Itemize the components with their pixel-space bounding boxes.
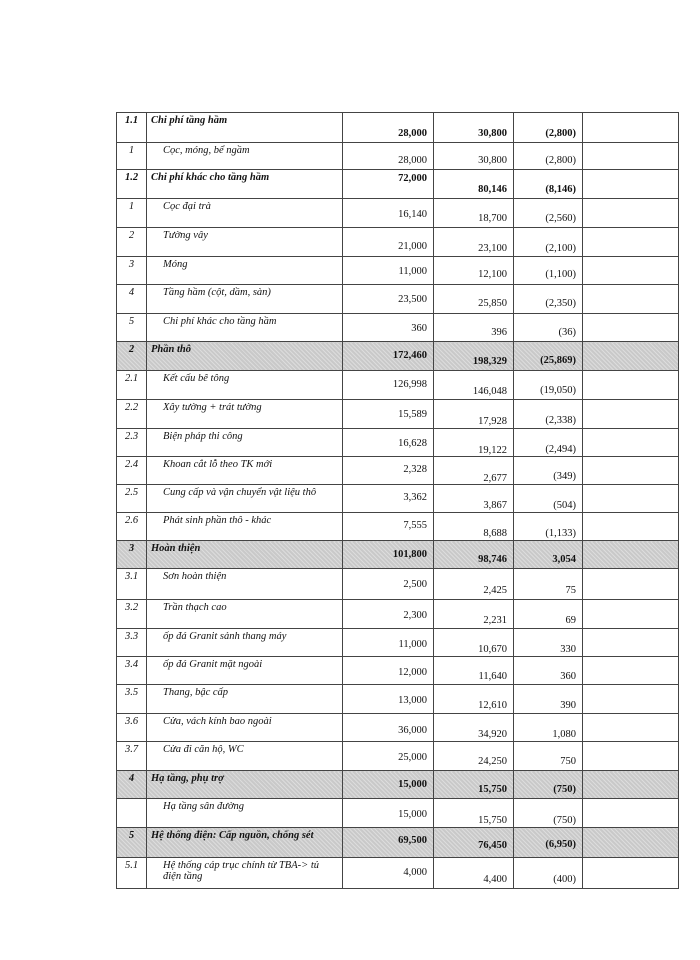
item-description: Kết cấu bê tông <box>147 371 343 400</box>
table-row <box>117 400 679 429</box>
item-description: Hoàn thiện <box>147 541 343 569</box>
budget-value-text: 36,000 <box>398 725 427 736</box>
budget-value <box>343 113 434 143</box>
difference-value-text: 330 <box>560 644 576 655</box>
difference-value-text: (400) <box>553 874 576 885</box>
item-number: 3.1 <box>117 569 147 600</box>
item-number: 3.6 <box>117 714 147 742</box>
notes-cell <box>583 541 679 569</box>
actual-value-text: 146,048 <box>472 386 507 397</box>
item-number: 1.1 <box>117 113 147 143</box>
actual-value <box>434 714 514 742</box>
item-number: 2 <box>117 228 147 257</box>
actual-value <box>434 858 514 889</box>
difference-value <box>514 771 583 799</box>
item-description: Cọc đại trà <box>147 199 343 228</box>
table-row <box>117 485 679 513</box>
difference-value <box>514 799 583 828</box>
table-row <box>117 199 679 228</box>
budget-value <box>343 569 434 600</box>
cost-comparison-table <box>116 112 679 889</box>
actual-value-text: 18,700 <box>478 213 507 224</box>
table-row <box>117 429 679 457</box>
item-number <box>117 799 147 828</box>
budget-value-text: 3,362 <box>403 492 427 503</box>
actual-value-text: 34,920 <box>478 729 507 740</box>
actual-value-text: 12,100 <box>478 269 507 280</box>
difference-value-text: (8,146) <box>545 184 576 195</box>
table-row <box>117 170 679 199</box>
table-row <box>117 657 679 685</box>
notes-cell <box>583 742 679 771</box>
budget-value <box>343 685 434 714</box>
actual-value-text: 10,670 <box>478 644 507 655</box>
notes-cell <box>583 113 679 143</box>
difference-value <box>514 314 583 342</box>
notes-cell <box>583 257 679 285</box>
table-row <box>117 569 679 600</box>
table-row <box>117 858 679 889</box>
difference-value <box>514 228 583 257</box>
item-number: 3.3 <box>117 629 147 657</box>
item-description: Tầng hầm (cột, dầm, sàn) <box>147 285 343 314</box>
difference-value <box>514 742 583 771</box>
budget-value <box>343 714 434 742</box>
actual-value <box>434 513 514 541</box>
item-number: 3.5 <box>117 685 147 714</box>
difference-value <box>514 199 583 228</box>
item-number: 2 <box>117 342 147 371</box>
table-row <box>117 457 679 485</box>
budget-value-text: 4,000 <box>403 867 427 878</box>
actual-value <box>434 600 514 629</box>
actual-value-text: 76,450 <box>478 840 507 851</box>
budget-value <box>343 799 434 828</box>
difference-value <box>514 629 583 657</box>
actual-value <box>434 657 514 685</box>
item-description: Trần thạch cao <box>147 600 343 629</box>
budget-value-text: 72,000 <box>398 173 427 184</box>
item-description: Chi phí khác cho tầng hầm <box>147 170 343 199</box>
budget-value-text: 7,555 <box>403 520 427 531</box>
difference-value <box>514 541 583 569</box>
table-row <box>117 285 679 314</box>
actual-value <box>434 143 514 170</box>
budget-value <box>343 485 434 513</box>
notes-cell <box>583 771 679 799</box>
difference-value <box>514 429 583 457</box>
budget-value-text: 126,998 <box>392 379 427 390</box>
actual-value-text: 198,329 <box>472 356 507 367</box>
table-row <box>117 371 679 400</box>
actual-value <box>434 170 514 199</box>
actual-value <box>434 371 514 400</box>
budget-value-text: 25,000 <box>398 752 427 763</box>
difference-value-text: 3,054 <box>552 554 576 565</box>
actual-value-text: 25,850 <box>478 298 507 309</box>
item-description: Chi phí tầng hầm <box>147 113 343 143</box>
difference-value-text: (750) <box>553 784 576 795</box>
notes-cell <box>583 429 679 457</box>
difference-value-text: 75 <box>565 585 576 596</box>
budget-value <box>343 257 434 285</box>
budget-value-text: 23,500 <box>398 294 427 305</box>
budget-value-text: 21,000 <box>398 241 427 252</box>
budget-value-text: 2,300 <box>403 610 427 621</box>
actual-value-text: 15,750 <box>478 784 507 795</box>
actual-value-text: 30,800 <box>478 155 507 166</box>
difference-value <box>514 714 583 742</box>
actual-value <box>434 828 514 858</box>
actual-value-text: 23,100 <box>478 243 507 254</box>
item-description: Móng <box>147 257 343 285</box>
item-number: 3.4 <box>117 657 147 685</box>
notes-cell <box>583 228 679 257</box>
table-row <box>117 541 679 569</box>
actual-value <box>434 285 514 314</box>
item-description: Sơn hoàn thiện <box>147 569 343 600</box>
difference-value-text: (349) <box>553 471 576 482</box>
item-description: Cung cấp và vận chuyển vật liệu thô <box>147 485 343 513</box>
actual-value-text: 2,231 <box>483 615 507 626</box>
actual-value-text: 3,867 <box>483 500 507 511</box>
budget-value-text: 28,000 <box>398 128 427 139</box>
item-number: 3.7 <box>117 742 147 771</box>
budget-value <box>343 600 434 629</box>
item-number: 2.3 <box>117 429 147 457</box>
notes-cell <box>583 799 679 828</box>
notes-cell <box>583 199 679 228</box>
item-description: Hạ tầng sân đường <box>147 799 343 828</box>
budget-value-text: 16,628 <box>398 438 427 449</box>
difference-value-text: (6,950) <box>545 839 576 850</box>
actual-value-text: 17,928 <box>478 416 507 427</box>
budget-value <box>343 170 434 199</box>
budget-value <box>343 228 434 257</box>
budget-value-text: 11,000 <box>398 639 427 650</box>
difference-value-text: (1,100) <box>545 269 576 280</box>
notes-cell <box>583 714 679 742</box>
budget-value <box>343 541 434 569</box>
item-description: Phần thô <box>147 342 343 371</box>
actual-value <box>434 113 514 143</box>
item-number: 5.1 <box>117 858 147 889</box>
item-number: 5 <box>117 314 147 342</box>
item-description: ốp đá Granit mặt ngoài <box>147 657 343 685</box>
item-number: 1.2 <box>117 170 147 199</box>
notes-cell <box>583 513 679 541</box>
actual-value <box>434 314 514 342</box>
budget-value-text: 101,800 <box>392 549 427 560</box>
item-number: 4 <box>117 285 147 314</box>
budget-value-text: 16,140 <box>398 209 427 220</box>
actual-value <box>434 342 514 371</box>
actual-value <box>434 685 514 714</box>
item-number: 1 <box>117 199 147 228</box>
actual-value-text: 11,640 <box>478 671 507 682</box>
item-description: Hạ tầng, phụ trợ <box>147 771 343 799</box>
item-number: 3.2 <box>117 600 147 629</box>
difference-value <box>514 485 583 513</box>
difference-value-text: 750 <box>560 756 576 767</box>
item-description: Hệ thống cáp trục chính từ TBA-> tủ điện tầng <box>147 858 343 889</box>
notes-cell <box>583 285 679 314</box>
difference-value <box>514 600 583 629</box>
item-description: Phát sinh phần thô - khác <box>147 513 343 541</box>
table-row <box>117 828 679 858</box>
difference-value-text: (750) <box>553 815 576 826</box>
item-number: 3 <box>117 257 147 285</box>
actual-value-text: 19,122 <box>478 445 507 456</box>
difference-value-text: (1,133) <box>545 528 576 539</box>
budget-value-text: 28,000 <box>398 155 427 166</box>
notes-cell <box>583 858 679 889</box>
difference-value <box>514 257 583 285</box>
budget-value-text: 172,460 <box>392 350 427 361</box>
actual-value-text: 2,677 <box>483 473 507 484</box>
budget-value-text: 69,500 <box>398 835 427 846</box>
item-number: 2.4 <box>117 457 147 485</box>
budget-value <box>343 457 434 485</box>
budget-value-text: 11,000 <box>398 266 427 277</box>
cost-table-sheet <box>116 112 678 889</box>
budget-value <box>343 342 434 371</box>
item-description: Khoan cắt lỗ theo TK mới <box>147 457 343 485</box>
difference-value <box>514 285 583 314</box>
notes-cell <box>583 685 679 714</box>
difference-value <box>514 657 583 685</box>
notes-cell <box>583 629 679 657</box>
item-number: 5 <box>117 828 147 858</box>
table-row <box>117 143 679 170</box>
actual-value <box>434 799 514 828</box>
difference-value-text: 1,080 <box>552 729 576 740</box>
difference-value-text: (2,338) <box>545 415 576 426</box>
budget-value-text: 2,500 <box>403 579 427 590</box>
difference-value <box>514 858 583 889</box>
actual-value <box>434 485 514 513</box>
notes-cell <box>583 314 679 342</box>
item-description: Tường vây <box>147 228 343 257</box>
budget-value <box>343 742 434 771</box>
table-row <box>117 513 679 541</box>
actual-value <box>434 569 514 600</box>
budget-value <box>343 285 434 314</box>
difference-value <box>514 569 583 600</box>
table-row <box>117 714 679 742</box>
notes-cell <box>583 485 679 513</box>
difference-value-text: 360 <box>560 671 576 682</box>
difference-value-text: (504) <box>553 500 576 511</box>
actual-value <box>434 199 514 228</box>
actual-value-text: 4,400 <box>483 874 507 885</box>
difference-value-text: 69 <box>565 615 576 626</box>
actual-value <box>434 771 514 799</box>
item-description: Chi phí khác cho tầng hầm <box>147 314 343 342</box>
budget-value <box>343 828 434 858</box>
table-row <box>117 113 679 143</box>
difference-value-text: (25,869) <box>540 355 576 366</box>
actual-value-text: 15,750 <box>478 815 507 826</box>
table-row <box>117 600 679 629</box>
difference-value-text: (2,100) <box>545 243 576 254</box>
item-description: Cọc, móng, bể ngầm <box>147 143 343 170</box>
notes-cell <box>583 400 679 429</box>
cost-table-body <box>117 113 679 889</box>
item-description: Cửa đi căn hộ, WC <box>147 742 343 771</box>
item-number: 2.5 <box>117 485 147 513</box>
difference-value <box>514 170 583 199</box>
difference-value-text: (2,560) <box>545 213 576 224</box>
notes-cell <box>583 457 679 485</box>
difference-value <box>514 113 583 143</box>
item-description: Thang, bậc cấp <box>147 685 343 714</box>
notes-cell <box>583 342 679 371</box>
table-row <box>117 799 679 828</box>
budget-value <box>343 657 434 685</box>
budget-value-text: 15,589 <box>398 409 427 420</box>
notes-cell <box>583 170 679 199</box>
item-number: 2.6 <box>117 513 147 541</box>
difference-value <box>514 342 583 371</box>
actual-value <box>434 400 514 429</box>
actual-value-text: 2,425 <box>483 585 507 596</box>
actual-value-text: 396 <box>491 327 507 338</box>
difference-value-text: (36) <box>558 327 576 338</box>
difference-value <box>514 685 583 714</box>
item-number: 4 <box>117 771 147 799</box>
item-number: 2.2 <box>117 400 147 429</box>
table-row <box>117 342 679 371</box>
table-row <box>117 228 679 257</box>
notes-cell <box>583 600 679 629</box>
actual-value <box>434 457 514 485</box>
actual-value <box>434 429 514 457</box>
notes-cell <box>583 143 679 170</box>
actual-value-text: 80,146 <box>478 184 507 195</box>
difference-value-text: (19,050) <box>540 385 576 396</box>
difference-value <box>514 828 583 858</box>
budget-value <box>343 629 434 657</box>
table-row <box>117 629 679 657</box>
budget-value-text: 12,000 <box>398 667 427 678</box>
difference-value <box>514 457 583 485</box>
actual-value <box>434 629 514 657</box>
actual-value-text: 12,610 <box>478 700 507 711</box>
item-number: 3 <box>117 541 147 569</box>
budget-value <box>343 143 434 170</box>
budget-value <box>343 400 434 429</box>
item-description: Biện pháp thi công <box>147 429 343 457</box>
difference-value <box>514 143 583 170</box>
difference-value-text: 390 <box>560 700 576 711</box>
budget-value <box>343 199 434 228</box>
item-number: 2.1 <box>117 371 147 400</box>
budget-value <box>343 858 434 889</box>
budget-value-text: 15,000 <box>398 779 427 790</box>
budget-value <box>343 371 434 400</box>
difference-value-text: (2,494) <box>545 444 576 455</box>
item-description: Xây tường + trát tường <box>147 400 343 429</box>
notes-cell <box>583 569 679 600</box>
actual-value-text: 98,746 <box>478 554 507 565</box>
difference-value <box>514 400 583 429</box>
difference-value <box>514 513 583 541</box>
notes-cell <box>583 828 679 858</box>
actual-value-text: 24,250 <box>478 756 507 767</box>
actual-value <box>434 257 514 285</box>
actual-value-text: 30,800 <box>478 128 507 139</box>
actual-value <box>434 541 514 569</box>
difference-value-text: (2,350) <box>545 298 576 309</box>
notes-cell <box>583 657 679 685</box>
item-description: ốp đá Granit sảnh thang máy <box>147 629 343 657</box>
actual-value <box>434 742 514 771</box>
table-row <box>117 685 679 714</box>
table-row <box>117 314 679 342</box>
actual-value-text: 8,688 <box>483 528 507 539</box>
budget-value-text: 360 <box>411 323 427 334</box>
budget-value-text: 13,000 <box>398 695 427 706</box>
difference-value-text: (2,800) <box>545 155 576 166</box>
table-row <box>117 257 679 285</box>
table-row <box>117 771 679 799</box>
difference-value-text: (2,800) <box>545 128 576 139</box>
notes-cell <box>583 371 679 400</box>
difference-value <box>514 371 583 400</box>
item-description: Hệ thống điện: Cấp nguồn, chống sét <box>147 828 343 858</box>
budget-value <box>343 771 434 799</box>
table-row <box>117 742 679 771</box>
budget-value-text: 15,000 <box>398 809 427 820</box>
item-description: Cửa, vách kính bao ngoài <box>147 714 343 742</box>
item-number: 1 <box>117 143 147 170</box>
budget-value <box>343 513 434 541</box>
budget-value <box>343 429 434 457</box>
budget-value <box>343 314 434 342</box>
actual-value <box>434 228 514 257</box>
budget-value-text: 2,328 <box>403 464 427 475</box>
